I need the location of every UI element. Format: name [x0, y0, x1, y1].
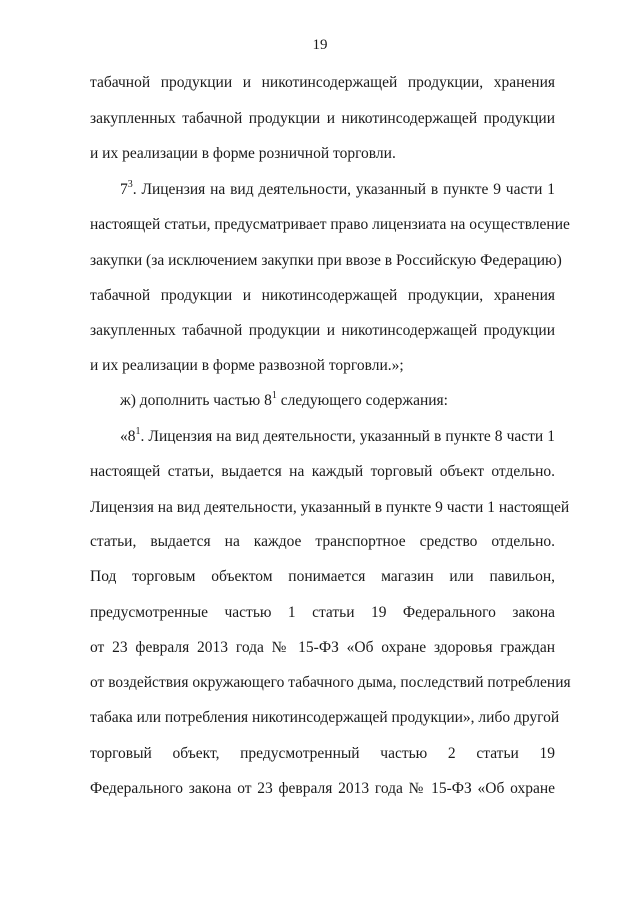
- text-line-14: статьи, выдается на каждое транспортное средство отдельно.: [90, 533, 555, 550]
- text-line-9: и их реализации в форме развозной торговли.»;: [90, 357, 404, 374]
- text-line-5: настоящей статьи, предусматривает право лицензиата на осуществление: [90, 216, 570, 233]
- text-line-1: табачной продукции и никотинсодержащей продукции, хранения: [90, 74, 555, 91]
- clause-text: . Лицензия на вид деятельности, указанный в пункте 8 части 1: [140, 428, 555, 445]
- text-line-3: и их реализации в форме розничной торговли.: [90, 145, 396, 162]
- clause-text: . Лицензия на вид деятельности, указанный в пункте 9 части 1: [132, 181, 555, 198]
- amendment-superscript: 1: [271, 389, 277, 401]
- clause-superscript: 1: [135, 425, 141, 437]
- text-line-2: закупленных табачной продукции и никотинсодержащей продукции: [90, 110, 555, 127]
- paragraph-7-3-line-1: [120, 180, 555, 200]
- text-line-21: Федерального закона от 23 февраля 2013 года № 15-ФЗ «Об охране: [90, 780, 555, 797]
- text-line-12: настоящей статьи, выдается на каждый торговый объект отдельно.: [90, 463, 555, 480]
- clause-superscript: 3: [127, 178, 133, 190]
- paragraph-8-1-line-1: [120, 427, 555, 447]
- amendment-text-end: следующего содержания:: [276, 392, 448, 409]
- text-line-16: предусмотренные частью 1 статьи 19 Федерального закона: [90, 604, 555, 621]
- text-line-8: закупленных табачной продукции и никотинсодержащей продукции: [90, 322, 555, 339]
- text-line-6: закупки (за исключением закупки при ввозе в Российскую Федерацию): [90, 252, 562, 269]
- amendment-zh-line: [120, 391, 555, 411]
- text-line-18: от воздействия окружающего табачного дыма, последствий потребления: [90, 674, 571, 691]
- amendment-text: ж) дополнить частью 8: [120, 392, 272, 409]
- text-line-7: табачной продукции и никотинсодержащей продукции, хранения: [90, 287, 555, 304]
- page-number: 19: [312, 37, 328, 53]
- clause-number: 7: [120, 181, 128, 198]
- text-line-19: табака или потребления никотинсодержащей продукции», либо другой: [90, 709, 560, 726]
- text-line-13: Лицензия на вид деятельности, указанный в пункте 9 части 1 настоящей: [90, 499, 570, 516]
- text-line-20: торговый объект, предусмотренный частью 2 статьи 19: [90, 745, 555, 762]
- clause-number: «8: [120, 428, 136, 445]
- text-line-15: Под торговым объектом понимается магазин или павильон,: [90, 568, 555, 585]
- text-line-17: от 23 февраля 2013 года № 15-ФЗ «Об охране здоровья граждан: [90, 639, 555, 656]
